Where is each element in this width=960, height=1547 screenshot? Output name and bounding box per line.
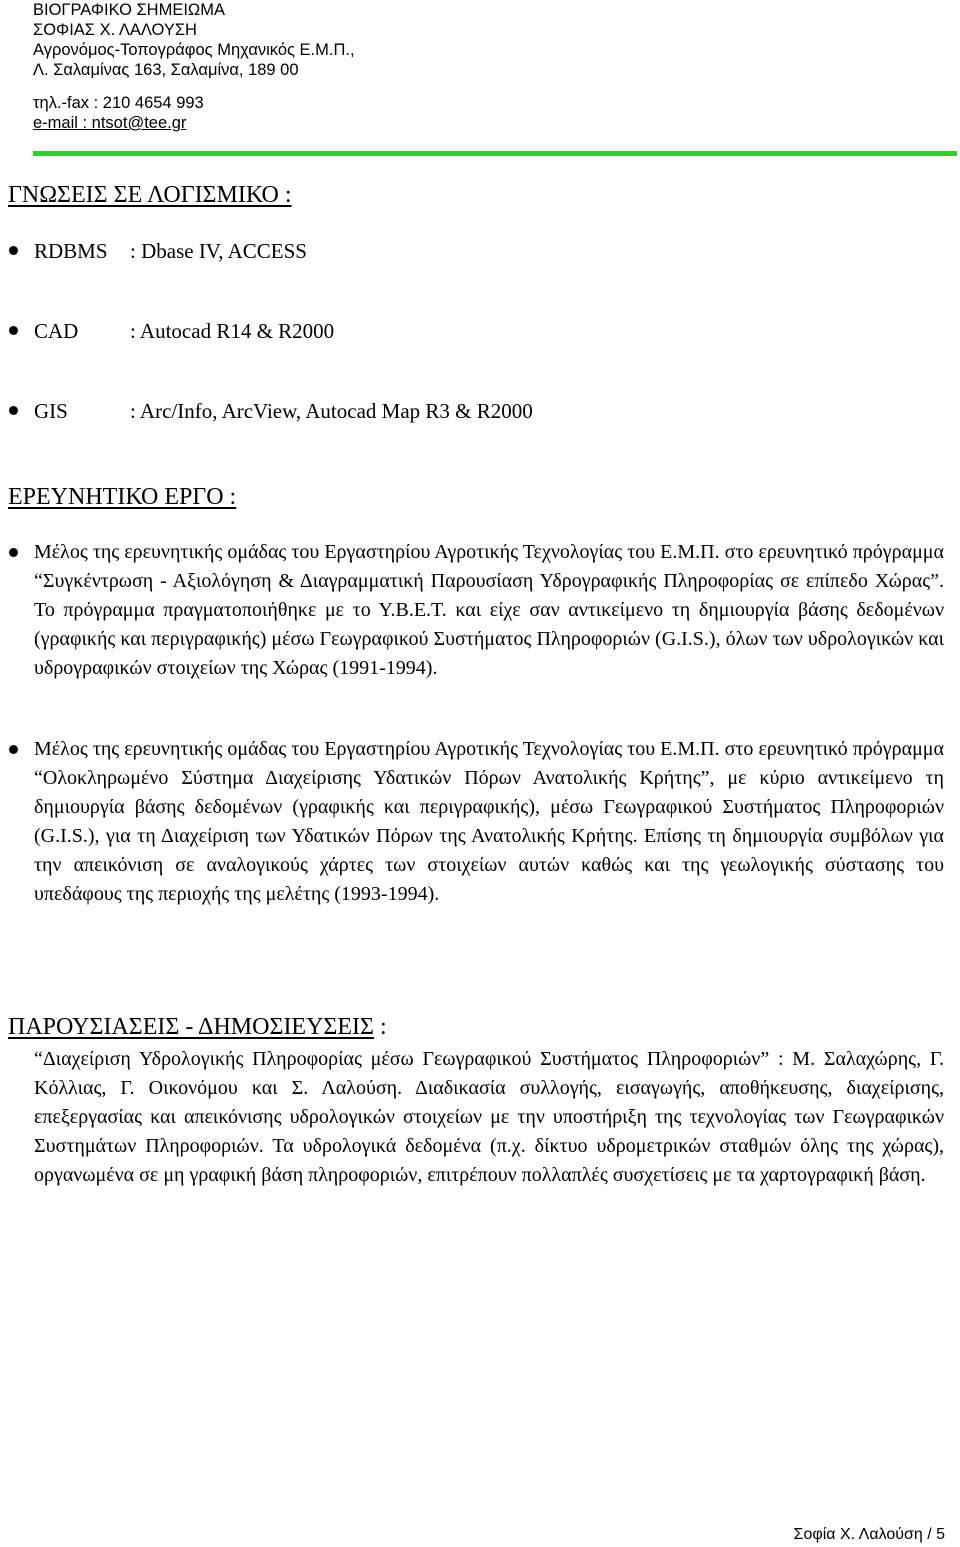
research-item: Μέλος της ερευνητικής ομάδας του Εργαστηρίου Αγροτικής Τεχνολογίας του Ε.Μ.Π. στο ερευνητικό πρόγραμμα “Συγκέντρωση - Αξιολόγηση & Διαγραμματική Παρουσίαση Υδρογραφικής Πληροφορίας σε επίπεδο Χώρας”. Το πρόγραμμα πραγματοποιήθηκε με το Υ.Β.Ε.Τ. και είχε σαν αντικείμενο τη δημιουργία βάσης δεδομένων (γραφικής και περιγραφικής) μέσω Γεωγραφικού Συστήματος Πληροφοριών (G.I.S.), όλων των υδρολογικών και υδρογραφικών στοιχείων της Χώρας (1991-1994). [34,541,944,679]
research-heading: ΕΡΕΥΝΗΤΙΚΟ ΕΡΓΟ : [8,484,237,510]
software-value-gis: : Arc/Info, ArcView, Autocad Map R3 & R2000 [130,399,533,423]
bullet-icon [9,745,18,754]
software-label-gis: GIS [34,399,68,423]
bullet-icon [9,406,18,415]
page-footer: Σοφία Χ. Λαλούση / 5 [793,1526,945,1543]
document-title: ΒΙΟΓΡΑΦΙΚΟ ΣΗΜΕΙΩΜΑ [33,1,226,19]
bullet-icon [9,246,18,255]
software-value-cad: : Autocad R14 & R2000 [130,319,335,343]
author-profession: Αγρονόμος-Τοπογράφος Μηχανικός Ε.Μ.Π., [33,41,355,59]
publications-heading-wrapper [8,1012,387,1042]
software-label-rdbms: RDBMS [34,239,108,263]
publication-item: “Διαχείριση Υδρολογικής Πληροφορίας μέσω Γεωγραφικού Συστήματος Πληροφοριών” : Μ. Σαλαχώρης, Γ. Κόλλιας, Γ. Οικονόμου και Σ. Λαλούση. Διαδικασία συλλογής, εισαγωγής, αποθήκευσης, διαχείρισης, επεξεργασίας και απεικόνισης υδρολογικών στοιχείων με την υποστήριξη της τεχνολογίας των Γεωγραφικών Συστημάτων Πληροφοριών. Τα υδρολογικά δεδομένα (π.χ. δίκτυο υδρομετρικών σταθμών όλης της χώρας), οργανωμένα σε μη γραφική βάση πληροφοριών, επιτρέπουν πολλαπλές συσχετίσεις με τα χαρτογραφική βάση. [34,1048,944,1186]
author-address: Λ. Σαλαμίνας 163, Σαλαμίνα, 189 00 [33,61,299,79]
software-value-rdbms: : Dbase IV, ACCESS [130,239,307,263]
publications-heading-suffix: : [374,1014,387,1040]
bullet-icon [9,548,18,557]
author-name: ΣΟΦΙΑΣ Χ. ΛΑΛΟΥΣΗ [33,21,197,39]
research-item: Μέλος της ερευνητικής ομάδας του Εργαστηρίου Αγροτικής Τεχνολογίας του Ε.Μ.Π. στο ερευνητικό πρόγραμμα “Ολοκληρωμένο Σύστημα Διαχείρισης Υδατικών Πόρων Ανατολικής Κρήτης”, με κύριο αντικείμενο τη δημιουργία βάσης δεδομένων (γραφικής και περιγραφικής), μέσω Γεωγραφικού Συστήματος Πληροφοριών (G.I.S.), για τη Διαχείριση των Υδατικών Πόρων της Ανατολικής Κρήτης. Επίσης τη δημιουργία συμβόλων για την απεικόνιση σε αναλογικούς χάρτες των στοιχείων αυτών καθώς και της γεωλογικής σύστασης του υπεδάφους της περιοχής της μελέτης (1993-1994). [34,738,944,905]
author-phone: τηλ.-fax : 210 4654 993 [33,94,204,112]
header-divider [33,151,957,156]
author-email[interactable]: e-mail : ntsot@tee.gr [33,114,187,132]
software-heading: ΓΝΩΣΕΙΣ ΣΕ ΛΟΓΙΣΜΙΚΟ : [8,182,292,208]
bullet-icon [9,326,18,335]
cv-header [33,0,355,133]
publications-heading: ΠΑΡΟΥΣΙΑΣΕΙΣ - ΔΗΜΟΣΙΕΥΣΕΙΣ [8,1014,375,1040]
software-label-cad: CAD [34,319,79,343]
